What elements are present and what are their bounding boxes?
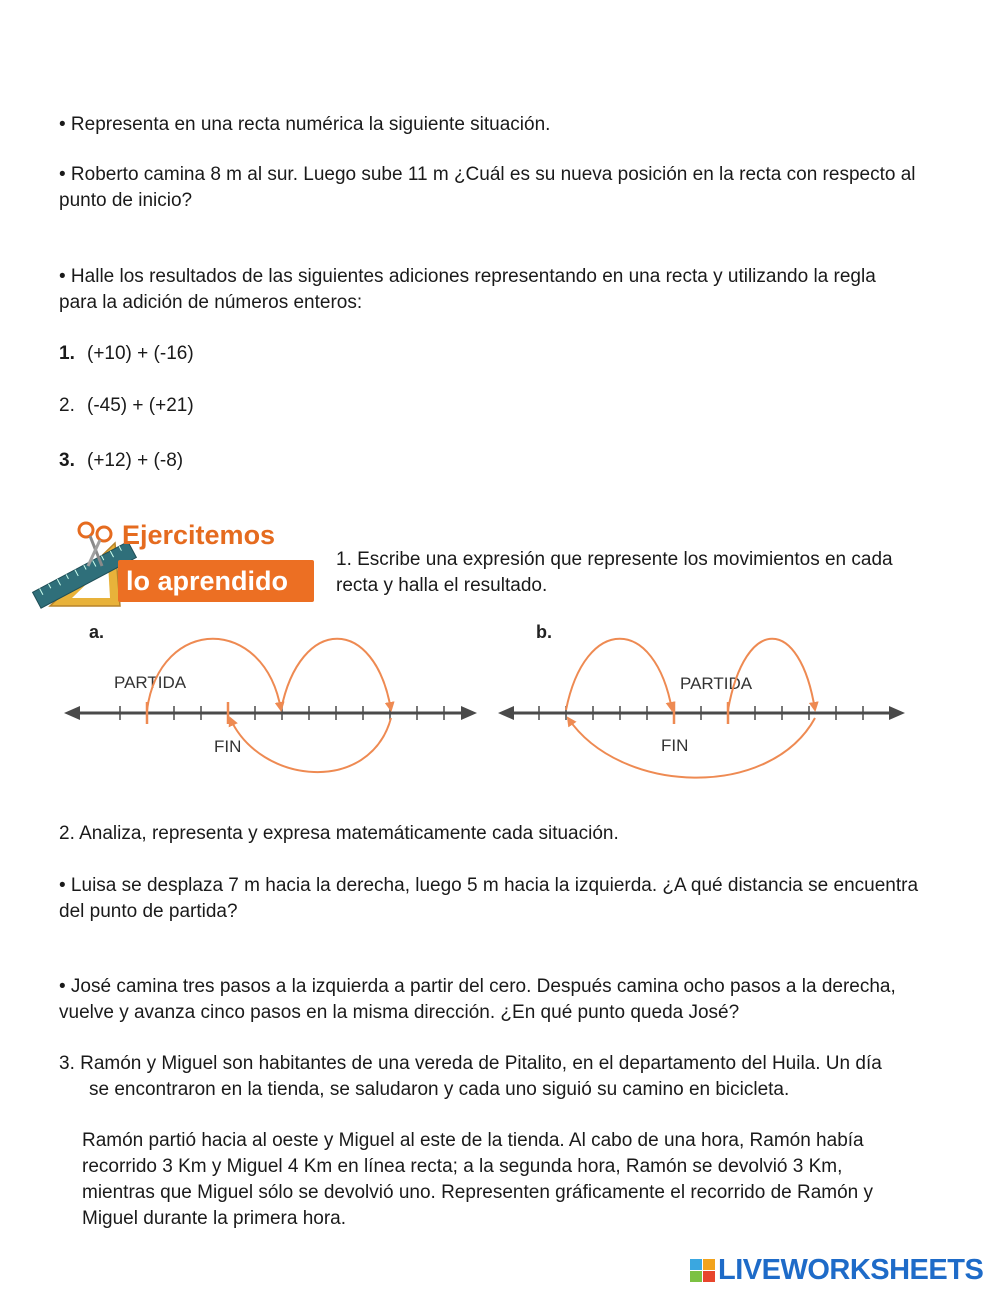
roberto-problem-line2: punto de inicio?: [59, 190, 193, 211]
item-number: 1.: [59, 343, 75, 364]
exercise3-line2: se encontraron en la tienda, se saludaron y cada uno siguió su camino en bicicleta.: [89, 1079, 790, 1100]
line-a-jump-2: [281, 639, 391, 710]
item-number: 3.: [59, 450, 75, 471]
intro-text: • Representa en una recta numérica la siguiente situación.: [59, 114, 551, 135]
exercise1-instruction-line1: 1. Escribe una expresión que represente los movimientos en cada: [336, 549, 893, 570]
item-expression: (+12) + (-8): [87, 450, 184, 471]
item-number: 2.: [59, 395, 75, 416]
banner-title-line1: Ejercitemos: [122, 520, 276, 550]
line-b-left-arrow: [498, 706, 514, 720]
ejercitemos-banner: [30, 518, 320, 610]
line-b-start-label: PARTIDA: [680, 674, 753, 693]
addition-item-2: [59, 393, 194, 419]
item-expression: (-45) + (+21): [87, 395, 194, 416]
exercise2-title: 2. Analiza, representa y expresa matemáticamente cada situación.: [59, 823, 619, 844]
halle-instruction-line2: para la adición de números enteros:: [59, 292, 363, 313]
exercise3-paragraph-line2: recorrido 3 Km y Miguel 4 Km en línea recta; a la segunda hora, Ramón se devolvió 3 Km,: [82, 1156, 843, 1177]
line-b-right-arrow: [889, 706, 905, 720]
number-lines-figure: [0, 620, 1000, 790]
exercise3-line1: 3. Ramón y Miguel son habitantes de una vereda de Pitalito, en el departamento del Huila. Un día: [59, 1053, 882, 1074]
halle-instruction-line1: • Halle los resultados de las siguientes adiciones representando en una recta y utilizando la regla: [59, 266, 876, 287]
addition-item-3: [59, 448, 183, 474]
exercise3-paragraph-line3: mientras que Miguel sólo se devolvió uno. Representen gráficamente el recorrido de Ramón y: [82, 1182, 874, 1203]
luisa-problem-line2: del punto de partida?: [59, 901, 238, 922]
exercise1-instruction-line2: recta y halla el resultado.: [336, 575, 548, 596]
line-b-return-jump: [568, 718, 815, 778]
item-expression: (+10) + (-16): [87, 343, 194, 364]
line-a-return-jump: [230, 718, 391, 772]
roberto-problem-line1: • Roberto camina 8 m al sur. Luego sube 11 m ¿Cuál es su nueva posición en la recta con respecto al: [59, 164, 916, 185]
line-a-label: a.: [89, 622, 105, 642]
line-b-end-label: FIN: [661, 736, 689, 755]
jose-problem-line1: • José camina tres pasos a la izquierda a partir del cero. Después camina ocho pasos a la derecha,: [59, 976, 896, 997]
jose-problem-line2: vuelve y avanza cinco pasos en la misma dirección. ¿En qué punto queda José?: [59, 1002, 740, 1023]
addition-item-1: [59, 341, 194, 367]
line-a-start-label: PARTIDA: [114, 673, 187, 692]
exercise3-paragraph-line4: Miguel durante la primera hora.: [82, 1208, 347, 1229]
line-b-label: b.: [536, 622, 552, 642]
luisa-problem-line1: • Luisa se desplaza 7 m hacia la derecha, luego 5 m hacia la izquierda. ¿A qué distancia se encuentra: [59, 875, 919, 896]
line-a-left-arrow: [64, 706, 80, 720]
exercise3-paragraph-line1: Ramón partió hacia al oeste y Miguel al este de la tienda. Al cabo de una hora, Ramón había: [82, 1130, 864, 1151]
line-a-right-arrow: [461, 706, 477, 720]
liveworksheets-brand: LIVEWORKSHEETS: [718, 1254, 984, 1286]
line-a-end-label: FIN: [214, 737, 242, 756]
line-b-jump-2: [566, 639, 672, 710]
liveworksheets-icon: [690, 1259, 716, 1283]
banner-title-line2: lo aprendido: [118, 560, 314, 602]
